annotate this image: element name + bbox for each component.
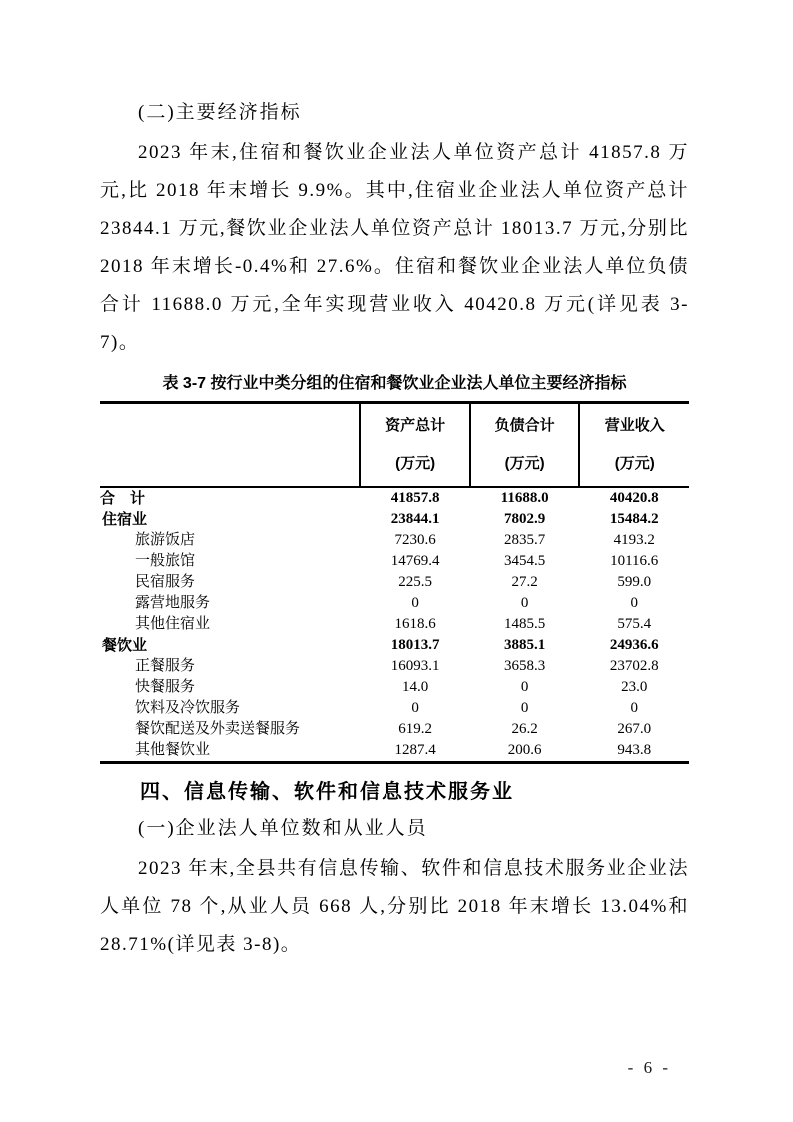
cell-value: 1618.6 [394, 616, 436, 632]
table-row [100, 614, 689, 635]
table-row [100, 740, 689, 763]
row-label: 旅游饭店 [135, 532, 196, 548]
cell-value: 619.2 [398, 721, 432, 737]
cell-value: 3454.5 [504, 553, 546, 569]
cell-value: 4193.2 [613, 532, 655, 548]
cell-value: 14769.4 [390, 553, 440, 569]
row-label: 民宿服务 [135, 574, 196, 590]
cell-value: 1287.4 [394, 742, 436, 758]
table-caption: 表 3-7 按行业中类分组的住宿和餐饮业企业法人单位主要经济指标 [162, 375, 627, 392]
row-label: 其他餐饮业 [135, 742, 211, 758]
table-header [100, 403, 689, 488]
row-label: 合 计 [100, 490, 146, 507]
cell-value: 40420.8 [609, 490, 659, 506]
cell-value: 10116.6 [610, 553, 659, 569]
cell-value: 0 [520, 700, 529, 716]
cell-value: 18013.7 [390, 637, 440, 653]
cell-value: 0 [411, 595, 419, 611]
cell-value: 1485.5 [504, 616, 546, 632]
column-header-label: 营业收入 [604, 416, 665, 434]
cell-value: 267.0 [617, 721, 652, 737]
section-4-heading: 四、信息传输、软件和信息技术服务业 [140, 781, 514, 803]
section-4-paragraph: 2023 年末,全县共有信息传输、软件和信息技术服务业企业法人单位 78 个,从业人员 668 人,分别比 2018 年末增长 13.04%和 28.71%(详见表 3-8)。 [100, 858, 689, 955]
column-header [470, 403, 580, 488]
cell-value: 16093.1 [390, 658, 440, 674]
column-header [579, 403, 689, 488]
table-row [100, 487, 689, 509]
cell-value: 575.4 [617, 616, 652, 632]
section-2-paragraph: 2023 年末,住宿和餐饮业企业法人单位资产总计 41857.8 万元,比 2018 年末增长 9.9%。其中,住宿业企业法人单位资产总计 23844.1 万元,餐饮业企业法人单位资产总计 18013.7 万元,分别比 2018 年末增长-0.4%和 27.6%。住宿和餐饮业企业法人单位负债合计 11688.0 万元,全年实现营业收入 40420.8 万元(详见表 3-7)。 [100, 142, 689, 353]
table-row [100, 572, 689, 593]
row-label: 快餐服务 [135, 679, 196, 695]
table-row [100, 530, 689, 551]
column-header-label: 资产总计 [385, 416, 446, 434]
table-row [100, 656, 689, 677]
cell-value: 943.8 [617, 742, 652, 758]
column-header-unit: (万元) [395, 454, 436, 472]
cell-value: 225.5 [398, 574, 432, 590]
cell-value: 23.0 [621, 679, 648, 695]
table-row [100, 551, 689, 572]
row-label: 餐饮业 [102, 637, 148, 654]
cell-value: 3885.1 [504, 637, 546, 653]
page-content [100, 98, 689, 964]
section-2-heading: (二)主要经济指标 [138, 102, 302, 123]
table-body [100, 487, 689, 763]
row-label: 饮料及冷饮服务 [135, 700, 241, 716]
row-label: 住宿业 [102, 511, 148, 528]
cell-value: 599.0 [617, 574, 652, 590]
cell-value: 23702.8 [609, 658, 659, 674]
table-row [100, 698, 689, 719]
cell-value: 0 [411, 700, 419, 716]
cell-value: 15484.2 [609, 511, 659, 527]
cell-value: 0 [630, 595, 638, 611]
cell-value: 23844.1 [390, 511, 440, 527]
cell-value: 7802.9 [504, 511, 546, 527]
column-header [360, 403, 470, 488]
column-header-unit: (万元) [504, 454, 545, 472]
table-row [100, 677, 689, 698]
row-label: 餐饮配送及外卖送餐服务 [135, 721, 301, 737]
table-row [100, 719, 689, 740]
cell-value: 24936.6 [609, 637, 659, 653]
page-number: - 6 - [627, 1058, 671, 1077]
cell-value: 14.0 [401, 679, 429, 695]
table-row [100, 509, 689, 530]
row-label-header-cell [100, 403, 360, 488]
row-label: 其他住宿业 [135, 616, 211, 632]
row-label: 一般旅馆 [135, 553, 196, 569]
row-label: 露营地服务 [135, 595, 211, 611]
cell-value: 200.6 [507, 742, 542, 758]
column-header-label: 负债合计 [494, 416, 555, 434]
table-header-row [100, 403, 689, 488]
economic-indicators-table [100, 401, 689, 764]
cell-value: 0 [630, 700, 638, 716]
cell-value: 27.2 [511, 574, 538, 590]
cell-value: 2835.7 [504, 532, 546, 548]
cell-value: 3658.3 [504, 658, 546, 674]
cell-value: 41857.8 [390, 490, 440, 506]
section-4-1-heading: (一)企业法人单位数和从业人员 [138, 818, 428, 839]
cell-value: 0 [520, 595, 529, 611]
cell-value: 11688.0 [500, 490, 549, 506]
row-label: 正餐服务 [135, 658, 196, 674]
cell-value: 7230.6 [394, 532, 436, 548]
cell-value: 0 [520, 679, 529, 695]
column-header-unit: (万元) [614, 454, 655, 472]
table-row [100, 593, 689, 614]
table-row [100, 635, 689, 656]
cell-value: 26.2 [511, 721, 538, 737]
